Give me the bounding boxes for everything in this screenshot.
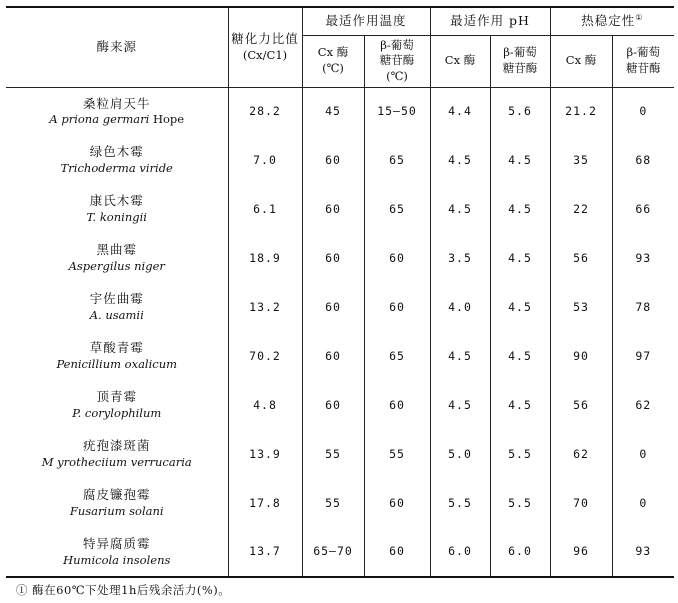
ph-cx-cell: 4.0 — [430, 283, 490, 332]
source-cell — [6, 283, 228, 332]
latin-binomial: A. usamii — [89, 308, 144, 323]
header-temp-bg — [364, 35, 430, 87]
organism-chinese-name: 绿色木霉 — [89, 144, 144, 160]
header-ratio — [228, 7, 302, 87]
temp-bg-cell: 65 — [364, 136, 430, 185]
organism-latin-name — [8, 357, 226, 373]
organism-chinese-name: 腐皮镰孢霉 — [82, 487, 151, 503]
ph-cx-cell: 5.0 — [430, 430, 490, 479]
organism-chinese-name: 特异腐质霉 — [82, 535, 151, 551]
stability-cx-cell: 62 — [550, 430, 612, 479]
temp-cx-cell: 55 — [302, 430, 364, 479]
ph-bg-cell: 5.6 — [490, 87, 550, 136]
ph-bg-cell: 4.5 — [490, 185, 550, 234]
ph-cx-cell: 5.5 — [430, 479, 490, 528]
temp-cx-cell: 60 — [302, 185, 364, 234]
stability-cx-cell: 56 — [550, 234, 612, 283]
temp-cx-cell: 55 — [302, 479, 364, 528]
header-temp-bg-line1: β-葡萄 — [380, 37, 414, 52]
table-row — [6, 234, 674, 283]
header-stab-bg-line1: β-葡萄 — [626, 45, 661, 60]
ratio-cell: 28.2 — [228, 87, 302, 136]
organism-latin-name — [8, 161, 226, 177]
latin-binomial: Fusarium solani — [69, 504, 164, 519]
ph-bg-cell: 4.5 — [490, 332, 550, 381]
latin-binomial: M yrotheciium verrucaria — [41, 455, 192, 470]
table-row — [6, 528, 674, 577]
table-row — [6, 332, 674, 381]
header-stab-cx: Cx 酶 — [550, 35, 612, 87]
header-ph-bg — [490, 35, 550, 87]
footnote: ① 酶在60℃下处理1h后残余活力(%)。 — [16, 583, 231, 597]
stability-cx-cell: 53 — [550, 283, 612, 332]
table-row — [6, 430, 674, 479]
organism-chinese-name: 疣孢漆斑菌 — [82, 438, 151, 454]
ratio-cell: 4.8 — [228, 381, 302, 430]
ph-bg-cell: 4.5 — [490, 381, 550, 430]
latin-binomial: Penicillium oxalicum — [56, 357, 178, 372]
stability-bg-cell: 0 — [612, 87, 674, 136]
ratio-cell: 17.8 — [228, 479, 302, 528]
header-ph-bg-line1: β-葡萄 — [503, 45, 537, 60]
ph-cx-cell: 6.0 — [430, 528, 490, 577]
ph-bg-cell: 4.5 — [490, 283, 550, 332]
temp-cx-cell: 60 — [302, 332, 364, 381]
latin-binomial: T. koningii — [86, 210, 147, 225]
stability-bg-cell: 66 — [612, 185, 674, 234]
organism-chinese-name: 康氏木霉 — [89, 193, 144, 209]
latin-binomial: Humicola insolens — [63, 552, 171, 567]
ph-bg-cell: 6.0 — [490, 528, 550, 577]
source-cell — [6, 332, 228, 381]
header-ratio-label: 糖化力比值 — [231, 31, 299, 47]
stability-bg-cell: 97 — [612, 332, 674, 381]
temp-bg-cell: 60 — [364, 234, 430, 283]
organism-latin-name — [8, 553, 226, 569]
header-ph-bg-line2: 糖苷酶 — [502, 61, 538, 75]
ratio-cell: 13.2 — [228, 283, 302, 332]
temp-cx-cell: 60 — [302, 283, 364, 332]
ratio-cell: 13.7 — [228, 528, 302, 577]
header-temp-cx-label: Cx 酶 — [317, 45, 349, 60]
header-ratio-formula: (Cx/C1) — [242, 47, 288, 62]
source-cell — [6, 430, 228, 479]
organism-chinese-name: 顶青霉 — [96, 389, 137, 405]
temp-bg-cell: 55 — [364, 430, 430, 479]
header-stab-bg — [612, 35, 674, 87]
table-row — [6, 87, 674, 136]
temp-bg-cell: 60 — [364, 381, 430, 430]
stability-bg-cell: 0 — [612, 479, 674, 528]
header-temp-bg-unit: (℃) — [386, 68, 408, 83]
ph-cx-cell: 4.5 — [430, 136, 490, 185]
table-row — [6, 381, 674, 430]
header-stab-bg-line2: 糖苷酶 — [626, 61, 661, 75]
temp-bg-cell: 60 — [364, 528, 430, 577]
stability-cx-cell: 22 — [550, 185, 612, 234]
ph-cx-cell: 4.5 — [430, 185, 490, 234]
temp-bg-cell: 65 — [364, 185, 430, 234]
table-body — [6, 87, 674, 577]
stability-bg-cell: 0 — [612, 430, 674, 479]
organism-latin-name — [8, 210, 226, 226]
temp-bg-cell: 60 — [364, 283, 430, 332]
temp-bg-cell: 60 — [364, 479, 430, 528]
source-cell — [6, 185, 228, 234]
stability-cx-cell: 70 — [550, 479, 612, 528]
organism-chinese-name: 草酸青霉 — [89, 340, 144, 356]
organism-latin-name — [8, 112, 226, 128]
organism-latin-name — [8, 308, 226, 324]
latin-binomial: P. corylophilum — [72, 406, 162, 421]
ratio-cell: 6.1 — [228, 185, 302, 234]
latin-author: Hope — [152, 112, 185, 127]
ratio-cell: 13.9 — [228, 430, 302, 479]
ph-cx-cell: 3.5 — [430, 234, 490, 283]
source-cell — [6, 479, 228, 528]
ratio-cell: 7.0 — [228, 136, 302, 185]
table-row — [6, 479, 674, 528]
organism-latin-name — [8, 259, 226, 275]
source-cell — [6, 87, 228, 136]
stability-cx-cell: 35 — [550, 136, 612, 185]
organism-chinese-name: 黑曲霉 — [96, 242, 137, 258]
stability-bg-cell: 93 — [612, 234, 674, 283]
header-temp-cx-unit: (℃) — [322, 61, 344, 75]
organism-chinese-name: 桑粒肩天牛 — [82, 95, 151, 111]
ph-cx-cell: 4.5 — [430, 332, 490, 381]
header-optimal-ph: 最适作用 pH — [430, 7, 550, 35]
source-cell — [6, 528, 228, 577]
stability-bg-cell: 78 — [612, 283, 674, 332]
source-cell — [6, 234, 228, 283]
ratio-cell: 70.2 — [228, 332, 302, 381]
ph-cx-cell: 4.4 — [430, 87, 490, 136]
temp-bg-cell: 65 — [364, 332, 430, 381]
latin-binomial: A priona germari — [49, 112, 150, 127]
stability-cx-cell: 56 — [550, 381, 612, 430]
latin-binomial: Aspergilus niger — [68, 259, 165, 274]
source-cell — [6, 136, 228, 185]
source-cell — [6, 381, 228, 430]
organism-chinese-name: 宇佐曲霉 — [89, 291, 144, 307]
organism-latin-name — [8, 455, 226, 471]
latin-binomial: Trichoderma viride — [60, 161, 173, 176]
stability-cx-cell: 21.2 — [550, 87, 612, 136]
header-temp-bg-line2: 糖苷酶 — [379, 53, 415, 68]
table-row — [6, 136, 674, 185]
stability-cx-cell: 96 — [550, 528, 612, 577]
header-enzyme-source: 酶来源 — [6, 7, 228, 87]
stability-bg-cell: 93 — [612, 528, 674, 577]
ratio-cell: 18.9 — [228, 234, 302, 283]
header-ph-cx: Cx 酶 — [430, 35, 490, 87]
temp-cx-cell: 60 — [302, 136, 364, 185]
header-optimal-temperature: 最适作用温度 — [302, 7, 430, 35]
header-thermal-stability-label: 热稳定性 — [581, 12, 636, 28]
temp-cx-cell: 60 — [302, 234, 364, 283]
temp-cx-cell: 65—70 — [302, 528, 364, 577]
ph-bg-cell: 4.5 — [490, 136, 550, 185]
ph-cx-cell: 4.5 — [430, 381, 490, 430]
footnote-marker: ① — [635, 12, 644, 22]
ph-bg-cell: 4.5 — [490, 234, 550, 283]
stability-bg-cell: 68 — [612, 136, 674, 185]
table-row — [6, 283, 674, 332]
organism-latin-name — [8, 406, 226, 422]
temp-cx-cell: 60 — [302, 381, 364, 430]
header-temp-cx — [302, 35, 364, 87]
header-thermal-stability — [550, 7, 674, 35]
organism-latin-name — [8, 504, 226, 520]
enzyme-properties-table — [6, 6, 674, 578]
ph-bg-cell: 5.5 — [490, 430, 550, 479]
table-row — [6, 185, 674, 234]
ph-bg-cell: 5.5 — [490, 479, 550, 528]
stability-cx-cell: 90 — [550, 332, 612, 381]
temp-cx-cell: 45 — [302, 87, 364, 136]
temp-bg-cell: 15—50 — [364, 87, 430, 136]
stability-bg-cell: 62 — [612, 381, 674, 430]
